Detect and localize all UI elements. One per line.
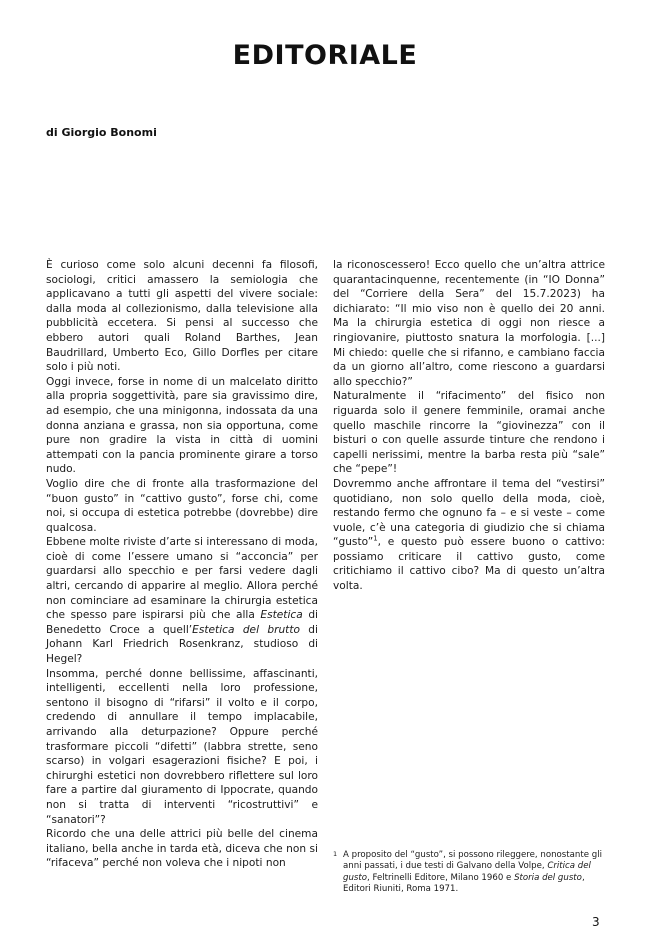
text-run: di Benedetto Croce a quell’ <box>46 609 318 636</box>
text-run: Dovremmo anche affrontare il tema del “vestirsi” quotidiano, non solo quello della moda, cioè, restando fermo che ognuno fa – e si veste – come vuole, c’è una categoria di giudizio che si chiama “gusto” <box>333 477 605 549</box>
text-run: , Feltrinelli Editore, Milano 1960 e <box>367 872 515 883</box>
text-run: A proposito del “gusto”, si possono rileggere, nonostante gli anni passati, i due testi di Galvano della Volpe, <box>343 850 602 872</box>
footnote-mark: 1 <box>333 850 338 858</box>
italic-title: Estetica <box>260 609 303 622</box>
italic-title: Estetica del brutto <box>192 623 300 636</box>
text-run: Ebbene molte riviste d’arte si interessano di moda, cioè di come l’essere umano si “acconcia” per guardarsi allo specchio e per farsi vedere dagli altri, cercando di apparire al meglio. Allora perché non cominciare ad esaminare la chirurgia estetica che spesso pare ispirarsi più che alla <box>46 536 318 622</box>
author-byline: di Giorgio Bonomi <box>46 126 157 139</box>
paragraph: Oggi invece, forse in nome di un malcelato diritto alla propria soggettività, pare sia gravissimo dire, ad esempio, che una minigonna, indossata da una donna anziana e grassa, non sia opportuna, come pure non gradire la vista in città di uomini attempati con la pancia prominente girare a torso nudo. <box>46 375 318 476</box>
paragraph: Insomma, perché donne bellissime, affascinanti, intelligenti, eccellenti nella loro professione, sentono il bisogno di “rifarsi” il volto e il corpo, credendo di annullare il tempo implacabile, arrivando alla deturpazione? Oppure perché trasformare piccoli “difetti” (labbra strette, seno scarso) in volgari esagerazioni fisiche? E poi, i chirurghi estetici non dovrebbero riflettere sul loro fare a partire dal giuramento di Ippocrate, quando non si tratta di interventi “ricostruttivi” e “sanatori”? <box>46 667 318 826</box>
paragraph: Ricordo che una delle attrici più belle del cinema italiano, bella anche in tarda età, diceva che non si “rifaceva” perché non voleva che i nipoti non <box>46 828 318 870</box>
page-number: 3 <box>592 915 600 929</box>
paragraph: la riconoscessero! Ecco quello che un’altra attrice quarantacinquenne, recentemente (in “IO Donna” del “Corriere della Sera” del 15.7.2023) ha dichiarato: “Il mio viso non è quello dei 20 anni. Ma la chirurgia estetica di oggi non riesce a ringiovanire, piuttosto snatura la morfologia. [...] Mi chiedo: quelle che si rifanno, e cambiano faccia da un giorno all’altro, come riescono a guardarsi allo specchio?” <box>333 259 605 388</box>
footnote-reference[interactable]: 1 <box>373 534 378 543</box>
paragraph <box>333 477 605 594</box>
footnote-text <box>343 850 605 896</box>
footnote <box>333 850 605 896</box>
paragraph: Naturalmente il “rifacimento” del fisico non riguarda solo il genere femminile, oramai anche quello maschile rincorre la “giovinezza” con il bisturi o con quelle assurde tinture che rendono i capelli nerissimi, mentre la barba resta più “sale” che “pepe”! <box>333 390 605 476</box>
italic-title: Storia del gusto <box>514 872 582 883</box>
text-run: di Johann Karl Friedrich Rosenkranz, studioso di Hegel? <box>46 623 318 666</box>
text-run: , Editori Riuniti, Roma 1971. <box>343 872 585 895</box>
page-title: EDITORIALE <box>232 40 418 71</box>
right-column <box>333 258 605 594</box>
italic-title: Critica del gusto <box>343 861 591 883</box>
paragraph: Voglio dire che di fronte alla trasformazione del “buon gusto” in “cattivo gusto”, forse chi, come noi, si occupa di estetica potrebbe (dovrebbe) dire qualcosa. <box>46 477 318 534</box>
left-column <box>46 258 318 871</box>
paragraph <box>46 535 318 666</box>
text-run: , e questo può essere buono o cattivo: possiamo criticare il cattivo gusto, come critichiamo il cattivo cibo? Ma di questo un’altra volta. <box>333 536 605 593</box>
paragraph: È curioso come solo alcuni decenni fa filosofi, sociologi, critici amassero la semiologia che applicavano a tutti gli aspetti del vivere sociale: dalla moda al collezionismo, dalla televisione alla pubblicità eccetera. Si pensi al successo che ebbero autori quali Roland Barthes, Jean Baudrillard, Umberto Eco, Gillo Dorfles per citare solo i più noti. <box>46 259 318 374</box>
